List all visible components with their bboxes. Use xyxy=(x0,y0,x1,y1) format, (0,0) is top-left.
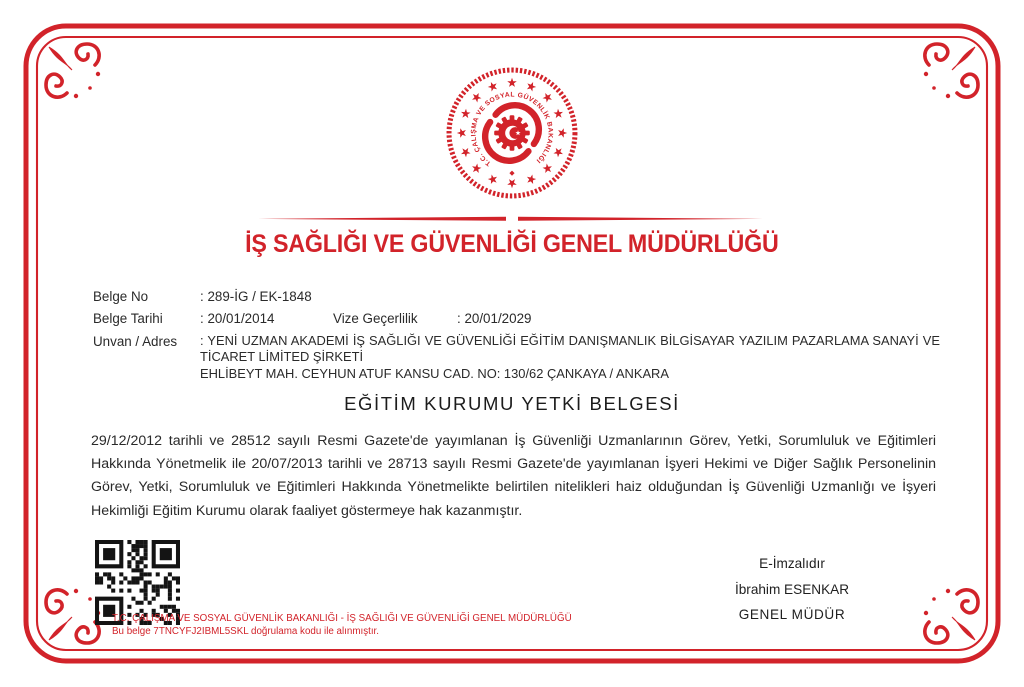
field-label-vize-gecerlilik: Vize Geçerlilik xyxy=(333,311,418,326)
field-value-belge-no: : 289-İG / EK-1848 xyxy=(200,289,312,304)
signature-name: İbrahim ESENKAR xyxy=(734,581,850,597)
field-value-belge-tarihi: : 20/01/2014 xyxy=(200,311,275,326)
page-title xyxy=(0,230,1024,259)
signature-title: GENEL MÜDÜR xyxy=(738,607,846,622)
certificate-body-text: 29/12/2012 tarihli ve 28512 sayılı Resmi Gazete'de yayımlanan İş Güvenliği Uzmanlarının Görev, Yetki, Sorumluluk ve Eğitimleri Hakkında Yönetmelik ile 20/07/2013 tarihli ve 28713 sayılı Resmi Gazete'de yayımlanan İşyeri Hekimi ve Diğer Sağlık Personelinin Görev, Yetki, Sorumluluk ve Eğitimleri Hakkında Yönetmelikte belirtilen nitelikleri haiz olduğundan İş Güvenliği Uzmanlığı ve İşyeri Hekimliği Eğitim Kurumu olarak faaliyet göstermeye hak kazanmıştır. xyxy=(91,433,936,519)
seal-diamond xyxy=(509,171,514,176)
unvan-line-3: EHLİBEYT MAH. CEYHUN ATUF KANSU CAD. NO: 130/62 ÇANKAYA / ANKARA xyxy=(200,365,669,381)
gear-crescent-icon xyxy=(494,115,530,151)
divider-rule xyxy=(0,210,1024,226)
corner-ornament-icon xyxy=(46,44,100,98)
field-label-unvan-adres: Unvan / Adres xyxy=(93,334,178,349)
corner-ornament-icon xyxy=(924,44,978,98)
unvan-line-2: TİCARET LİMİTED ŞİRKETİ xyxy=(200,349,364,365)
unvan-line-1: : YENİ UZMAN AKADEMİ İŞ SAĞLIĞI VE GÜVENLİĞİ EĞİTİM DANIŞMANLIK BİLGİSAYAR YAZILIM PAZARLAMA SANAYİ VE xyxy=(200,333,940,348)
signature-block xyxy=(692,556,892,633)
document-type-title: EĞİTİM KURUMU YETKİ BELGESİ xyxy=(344,393,680,414)
ministry-name-arc: T.C. ÇALIŞMA VE SOSYAL GÜVENLİK BAKANLIĞI xyxy=(470,91,554,167)
field-value-vize-gecerlilik: : 20/01/2029 xyxy=(457,311,532,326)
page-title-text: İŞ SAĞLIĞI VE GÜVENLİĞİ GENEL MÜDÜRLÜĞÜ xyxy=(245,230,779,258)
corner-ornament-icon xyxy=(924,589,978,643)
corner-ornament-icon xyxy=(46,589,100,643)
field-label-belge-no: Belge No xyxy=(93,289,149,304)
ministry-seal-icon xyxy=(439,60,585,206)
footer-verification-line: Bu belge 7TNCYFJ2IBML5SKL doğrulama kodu ile alınmıştır. xyxy=(112,626,380,637)
signature-esigned-label: E-İmzalıdır xyxy=(759,556,825,571)
field-label-belge-tarihi: Belge Tarihi xyxy=(93,311,163,326)
field-value-unvan-adres xyxy=(200,333,940,382)
footer-ministry-line: T.C. ÇALIŞMA VE SOSYAL GÜVENLİK BAKANLIĞI - İŞ SAĞLIĞI VE GÜVENLİĞİ GENEL MÜDÜRLÜĞÜ xyxy=(112,613,572,624)
